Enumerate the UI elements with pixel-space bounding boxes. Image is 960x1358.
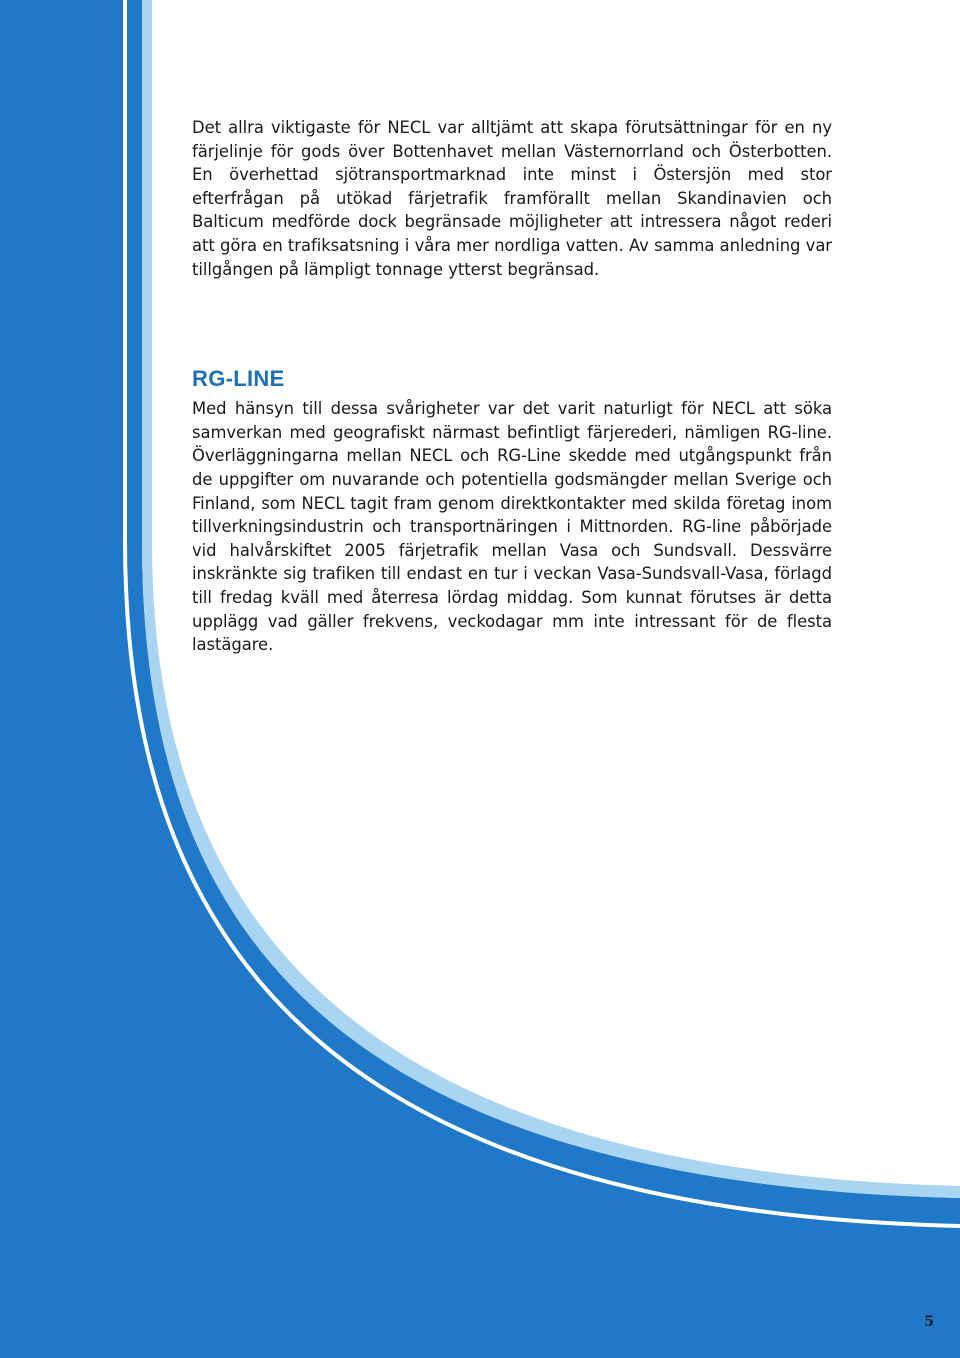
page-number: 5	[924, 1314, 934, 1330]
text-content	[192, 116, 832, 657]
section-heading: RG-LINE	[192, 366, 285, 392]
section-paragraph: Med hänsyn till dessa svårigheter var det varit naturligt för NECL att söka samverkan med geografiskt närmast befintligt färjerederi, nämligen RG-line. Överläggningarna mellan NECL och RG-Line skedde med utgångspunkt från de uppgifter om nuvarande och potentiella godsmängder mellan Sverige och Finland, som NECL tagit fram genom direktkontakter med skilda företag inom tillverkningsindustrin och transportnäringen i Mittnorden. RG-line påbörjade vid halvårskiftet 2005 färjetrafik mellan Vasa och Sundsvall. Dessvärre inskränkte sig trafiken till endast en tur i veckan Vasa-Sundsvall-Vasa, förlagd till fredag kväll med återresa lördag middag. Som kunnat förutses är detta upplägg vad gäller frekvens, veckodagar mm inte intressant för de flesta lastägare.	[192, 399, 832, 655]
intro-paragraph: Det allra viktigaste för NECL var alltjämt att skapa förutsättningar för en ny färjelinje för gods över Bottenhavet mellan Västernorrland och Österbotten. En överhettad sjötransportmarknad inte minst i Östersjön med stor efterfrågan på utökad färjetrafik framförallt mellan Skandinavien och Balticum medförde dock begränsade möjligheter att intressera något rederi att göra en trafiksatsning i våra mer nordliga vatten. Av samma anledning var tillgången på lämpligt tonnage ytterst begränsad.	[192, 118, 832, 279]
